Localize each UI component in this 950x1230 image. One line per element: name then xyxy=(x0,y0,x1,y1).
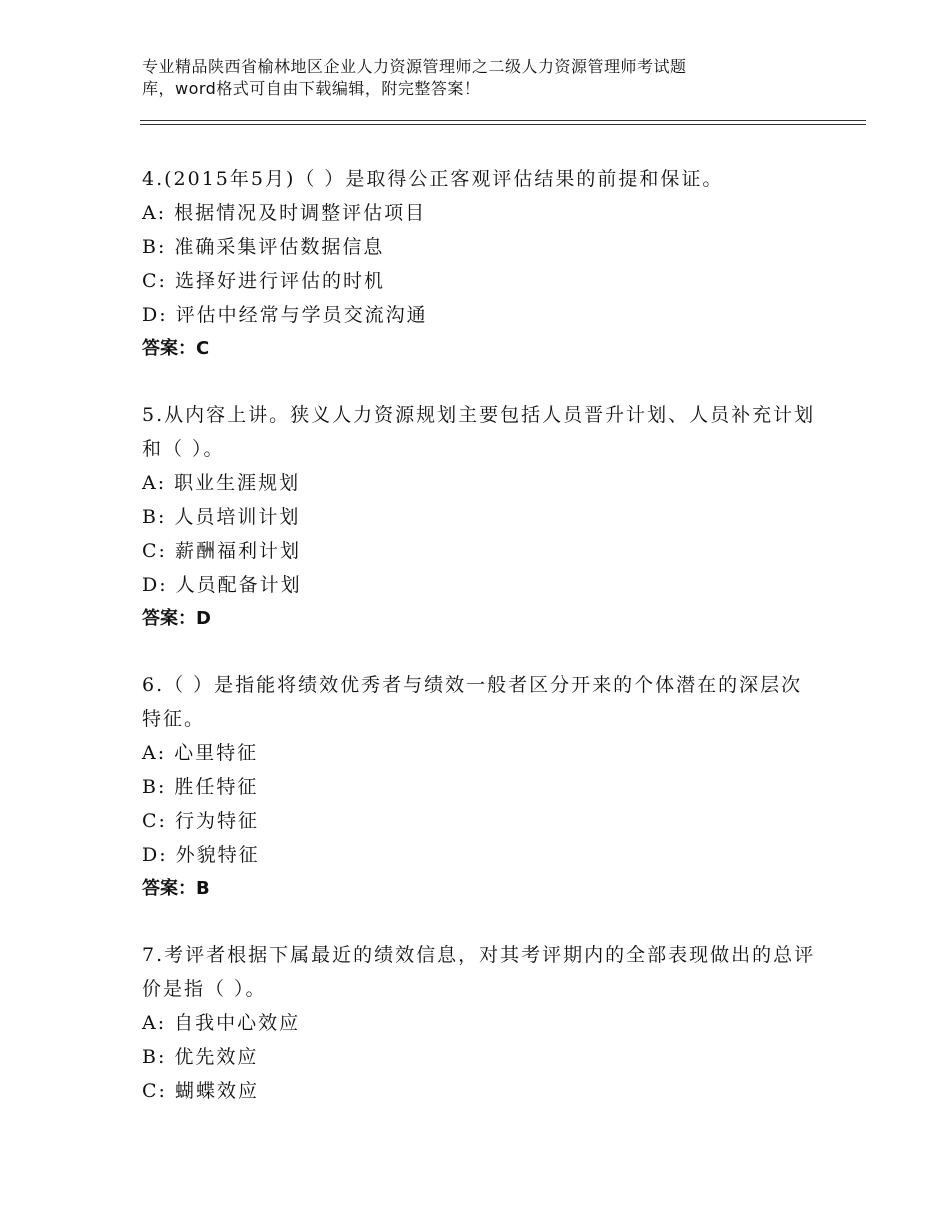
question-5-option-d: D: 人员配备计划 xyxy=(142,574,302,596)
question-7-option-a: A: 自我中心效应 xyxy=(142,1012,301,1034)
question-list xyxy=(142,162,822,1140)
header-title-line-1: 专业精品陕西省榆林地区企业人力资源管理师之二级人力资源管理师考试题 xyxy=(142,57,687,76)
question-4-option-b: B: 准确采集评估数据信息 xyxy=(142,236,385,258)
question-5-option-a: A: 职业生涯规划 xyxy=(142,472,301,494)
question-7 xyxy=(142,938,822,1108)
question-4-option-c: C: 选择好进行评估的时机 xyxy=(142,270,385,292)
question-6-option-b: B: 胜任特征 xyxy=(142,776,259,798)
question-5-option-b: B: 人员培训计划 xyxy=(142,506,301,528)
header-title-line-2: 库，word格式可自由下载编辑，附完整答案！ xyxy=(142,79,481,98)
question-5-text: 5.从内容上讲。狭义人力资源规划主要包括人员晋升计划、人员补充计划和（ ）。 xyxy=(142,404,816,460)
header-divider xyxy=(140,120,866,125)
question-5 xyxy=(142,398,822,636)
question-5-option-c: C: 薪酬福利计划 xyxy=(142,540,301,562)
question-4 xyxy=(142,162,822,366)
question-6-option-d: D: 外貌特征 xyxy=(142,844,260,866)
question-6-text: 6.（ ）是指能将绩效优秀者与绩效一般者区分开来的个体潜在的深层次特征。 xyxy=(142,674,803,730)
question-4-option-d: D: 评估中经常与学员交流沟通 xyxy=(142,304,428,326)
question-6 xyxy=(142,668,822,906)
question-4-option-a: A: 根据情况及时调整评估项目 xyxy=(142,202,427,224)
question-5-answer: 答案：D xyxy=(142,608,211,629)
question-7-option-b: B: 优先效应 xyxy=(142,1046,259,1068)
question-7-text: 7.考评者根据下属最近的绩效信息，对其考评期内的全部表现做出的总评价是指（ ）。 xyxy=(142,944,816,1000)
question-4-answer: 答案：C xyxy=(142,338,210,359)
document-header xyxy=(142,56,842,100)
question-6-answer: 答案：B xyxy=(142,878,210,899)
question-4-text: 4.(2015年5月)（ ）是取得公正客观评估结果的前提和保证。 xyxy=(142,168,724,190)
question-7-option-c: C: 蝴蝶效应 xyxy=(142,1080,259,1102)
question-6-option-c: C: 行为特征 xyxy=(142,810,259,832)
question-6-option-a: A: 心里特征 xyxy=(142,742,259,764)
